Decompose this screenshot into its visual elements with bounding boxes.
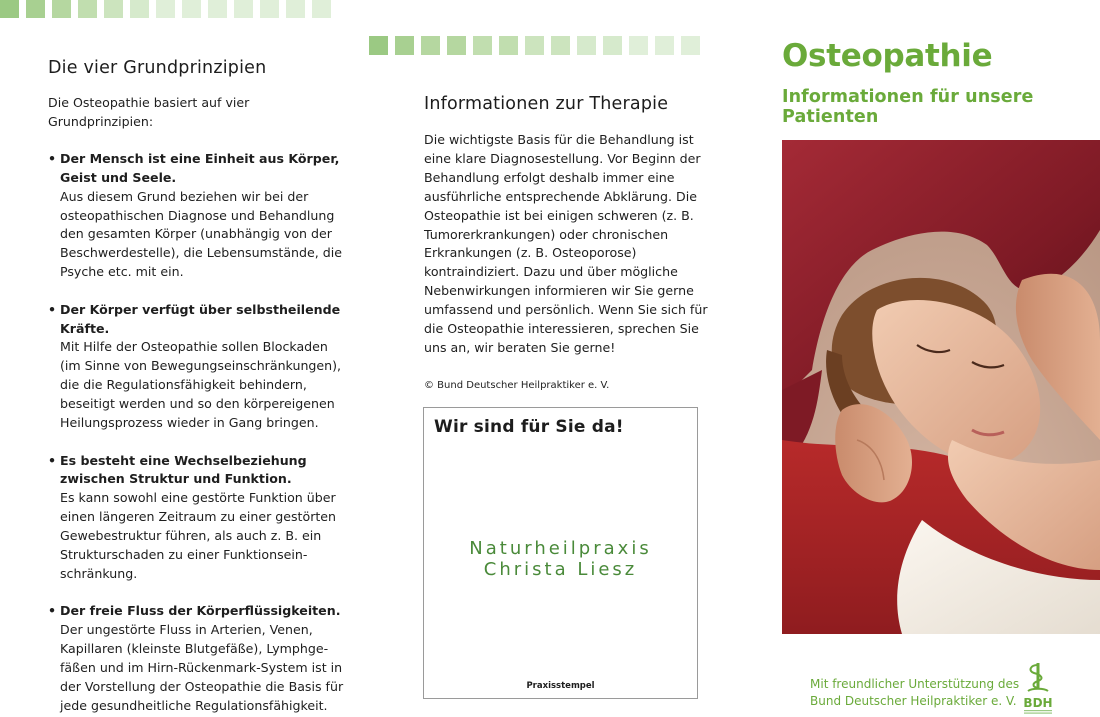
decorative-square bbox=[208, 0, 227, 18]
brochure-title: Osteopathie bbox=[782, 38, 993, 74]
decorative-square bbox=[0, 0, 19, 18]
practice-stamp-box bbox=[423, 407, 698, 699]
bullet-icon: • bbox=[48, 301, 57, 317]
decorative-square bbox=[395, 36, 414, 55]
bullet-icon: • bbox=[48, 452, 57, 468]
decorative-square bbox=[525, 36, 544, 55]
principle-text: Es kann sowohl eine gestörte Funktion über einen längeren Zeitraum zu einer gestörten Gewebestruktur führen, als auch z. B. ein Strukturschaden zu einer Funktionseinschränkung. bbox=[60, 490, 337, 581]
principle-item bbox=[48, 452, 348, 584]
copyright-note: © Bund Deutscher Heilpraktiker e. V. bbox=[424, 379, 610, 391]
decorative-square bbox=[312, 0, 331, 18]
decorative-square bbox=[577, 36, 596, 55]
principle-item bbox=[48, 602, 348, 715]
decorative-square bbox=[104, 0, 123, 18]
principle-head: Es besteht eine Wechselbeziehung zwischen Struktur und Funktion. bbox=[60, 452, 307, 487]
decorative-squares-top bbox=[0, 0, 331, 18]
decorative-square bbox=[655, 36, 674, 55]
logo-text: BDH bbox=[1023, 696, 1053, 710]
principle-head: Der Mensch ist eine Einheit aus Körper, Geist und Seele. bbox=[60, 150, 340, 185]
decorative-square bbox=[78, 0, 97, 18]
decorative-square bbox=[156, 0, 175, 18]
principles-intro: Die Osteopathie basiert auf vier Grundprinzipien: bbox=[48, 95, 250, 129]
middle-column bbox=[424, 94, 714, 391]
practice-name bbox=[424, 538, 697, 580]
stamp-box-title: Wir sind für Sie da! bbox=[434, 417, 624, 437]
left-column bbox=[48, 58, 348, 717]
practice-name-line-2: Christa Liesz bbox=[483, 559, 638, 580]
brochure-subtitle: Informationen für unsere Patienten bbox=[782, 87, 1034, 127]
decorative-square bbox=[551, 36, 570, 55]
treatment-photo bbox=[782, 140, 1100, 634]
decorative-square bbox=[681, 36, 700, 55]
support-note bbox=[810, 676, 1020, 710]
decorative-square bbox=[26, 0, 45, 18]
principle-text: Der ungestörte Fluss in Arterien, Venen, Kapillaren (kleinste Blutgefäße), Lymphgefäßen und im Hirn-Rückenmark-System ist in der Vorstellung der Osteopathie die Basis für jede gesundheitliche Regulationsfähigkeit. bbox=[60, 622, 344, 713]
decorative-squares-middle bbox=[369, 36, 700, 55]
principle-head: Der Körper verfügt über selbstheilende Kräfte. bbox=[60, 301, 341, 336]
principle-item bbox=[48, 301, 348, 433]
decorative-square bbox=[629, 36, 648, 55]
practice-name-line-1: Naturheilpraxis bbox=[469, 538, 652, 559]
support-line-1: Mit freundlicher Unterstützung des bbox=[810, 677, 1020, 691]
decorative-square bbox=[369, 36, 388, 55]
principle-head: Der freie Fluss der Körperflüssigkeiten. bbox=[60, 603, 341, 619]
therapy-body: Die wichtigste Basis für die Behandlung ist eine klare Diagnosestellung. Vor Beginn der Behandlung erfolgt deshalb immer eine ausführliche entsprechende Abklärung. Die Osteopathie ist bei einigen schweren (z. B. Tumorerkrankungen) oder chronischen Erkrankungen (z. B. Osteoporose) kontraindiziert. Dazu und über mögliche Nebenwirkungen informieren wir Sie gerne umfassend und persönlich. Wenn Sie sich für die Osteopathie interessieren, sprechen Sie uns an, wir beraten Sie gerne! bbox=[424, 132, 708, 355]
principle-text: Mit Hilfe der Osteopathie sollen Blockaden (im Sinne von Bewegungseinschränkungen), die die Regulationsfähigkeit behindern, beseitigt werden und so den körpereigenen Heilungsprozess wieder in Gang bringen. bbox=[60, 339, 342, 431]
decorative-square bbox=[473, 36, 492, 55]
decorative-square bbox=[421, 36, 440, 55]
decorative-square bbox=[260, 0, 279, 18]
bullet-icon: • bbox=[48, 603, 57, 619]
stamp-label: Praxisstempel bbox=[526, 681, 595, 691]
decorative-square bbox=[182, 0, 201, 18]
decorative-square bbox=[603, 36, 622, 55]
bullet-icon: • bbox=[48, 150, 57, 166]
decorative-square bbox=[130, 0, 149, 18]
principle-item bbox=[48, 150, 348, 282]
support-line-2: Bund Deutscher Heilpraktiker e. V. bbox=[810, 694, 1017, 708]
bdh-logo bbox=[1020, 661, 1056, 717]
decorative-square bbox=[234, 0, 253, 18]
decorative-square bbox=[286, 0, 305, 18]
therapy-title: Informationen zur Therapie bbox=[424, 94, 669, 114]
principle-text: Aus diesem Grund beziehen wir bei der osteopathischen Diagnose und Behandlung den gesamten Körper (unabhängig von der Beschwerdestelle), die Lebensumstände, die Psyche etc. mit ein. bbox=[60, 188, 343, 280]
decorative-square bbox=[52, 0, 71, 18]
principles-title: Die vier Grundprinzipien bbox=[48, 58, 267, 78]
decorative-square bbox=[447, 36, 466, 55]
decorative-square bbox=[499, 36, 518, 55]
